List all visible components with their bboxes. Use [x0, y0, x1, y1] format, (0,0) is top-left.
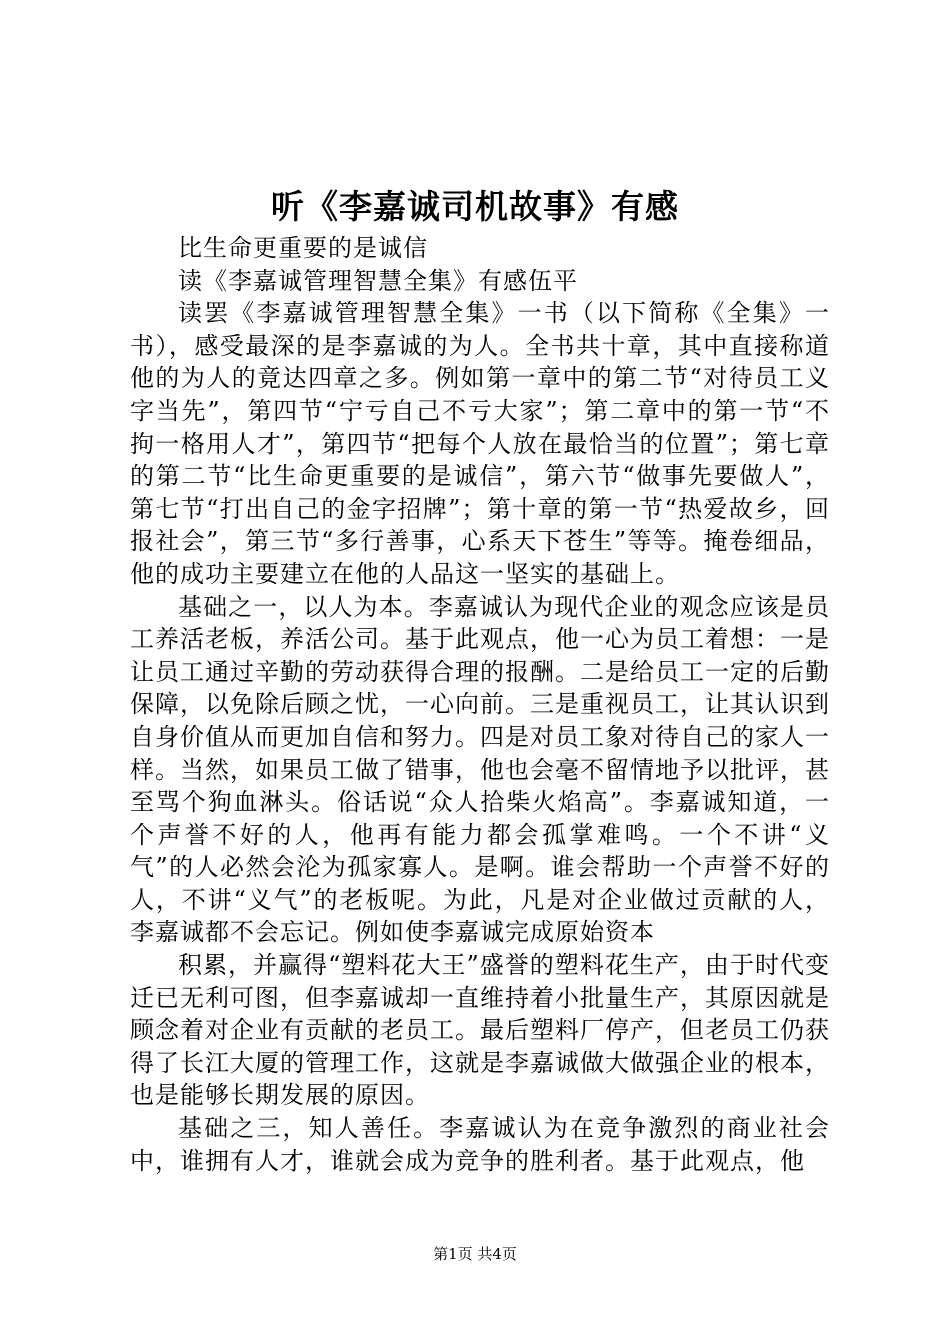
page-number-footer: 第1页 共4页: [433, 1245, 517, 1263]
paragraph: 积累，并赢得“塑料花大王”盛誉的塑料花生产，由于时代变迁已无利可图，但李嘉诚却一直维持着小批量生产，其原因就是顾念着对企业有贡献的老员工。最后塑料厂停产，但老员工仍获得了长江大厦的管理工作，这就是李嘉诚做大做强企业的根本，也是能够长期发展的原因。: [130, 951, 830, 1110]
document-body: [130, 232, 830, 1177]
paragraph-subtitle: 比生命更重要的是诚信: [178, 234, 428, 262]
paragraph: 读罢《李嘉诚管理智慧全集》一书（以下简称《全集》一书），感受最深的是李嘉诚的为人。全书共十章，其中直接称道他的为人的竟达四章之多。例如第一章中的第二节“对待员工义字当先”，第四节“宁亏自己不亏大家”；第二章中的第一节“不拘一格用人才”，第四节“把每个人放在最恰当的位置”；第七章的第二节“比生命更重要的是诚信”，第六节“做事先要做人”，第七节“打出自己的金字招牌”；第十章的第一节“热爱故乡，回报社会”，第三节“多行善事，心系天下苍生”等等。掩卷细品，他的成功主要建立在他的人品这一坚实的基础上。: [130, 299, 830, 588]
paragraph: 基础之三，知人善任。李嘉诚认为在竞争激烈的商业社会中，谁拥有人才，谁就会成为竞争的胜利者。基于此观点，他: [130, 1114, 830, 1175]
document-title: 听《李嘉诚司机故事》有感: [271, 187, 679, 226]
paragraph: 基础之一，以人为本。李嘉诚认为现代企业的观念应该是员工养活老板，养活公司。基于此观点，他一心为员工着想：一是让员工通过辛勤的劳动获得合理的报酬。二是给员工一定的后勤保障，以免除后顾之忧，一心向前。三是重视员工，让其认识到自身价值从而更加自信和努力。四是对员工象对待自己的家人一样。当然，如果员工做了错事，他也会毫不留情地予以批评，甚至骂个狗血淋头。俗话说“众人拾柴火焰高”。李嘉诚知道，一个声誉不好的人，他再有能力都会孤掌难鸣。一个不讲“义气”的人必然会沦为孤家寡人。是啊。谁会帮助一个声誉不好的人，不讲“义气”的老板呢。为此，凡是对企业做过贡献的人，李嘉诚都不会忘记。例如使李嘉诚完成原始资本: [130, 592, 830, 947]
paragraph-source: 读《李嘉诚管理智慧全集》有感伍平: [178, 266, 578, 295]
